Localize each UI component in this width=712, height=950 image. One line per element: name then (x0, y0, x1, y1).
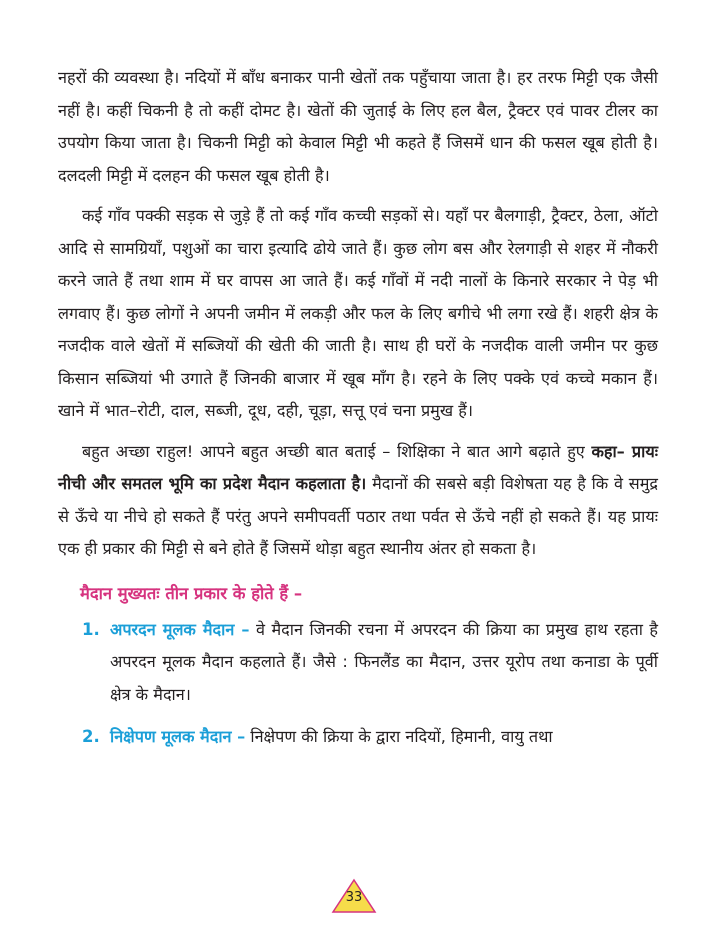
paragraph-1: नहरों की व्यवस्था है। नदियों में बाँध बनाकर पानी खेतों तक पहुँचाया जाता है। हर तरफ मिट्टी एक जैसी नहीं है। कहीं चिकनी है तो कहीं दोमट है। खेतों की जुताई के लिए हल बैल, ट्रैक्टर एवं पावर टीलर का उपयोग किया जाता है। चिकनी मिट्टी को केवाल मिट्टी भी कहते हैं जिसमें धान की फसल खूब होती है। दलदली मिट्टी में दलहन की फसल खूब होती है। (58, 68, 658, 185)
list-item (58, 614, 658, 712)
paragraph-3 (58, 436, 658, 566)
section-heading: मैदान मुख्यतः तीन प्रकार के होते हैं – (80, 583, 303, 603)
list-item-number: 2. (82, 727, 100, 746)
list-item-term: अपरदन मूलक मैदान – (110, 619, 250, 639)
page-content (58, 62, 658, 754)
paragraph-3-end: मैदानों की सबसे बड़ी विशेषता यह है कि वे समुद्र से ऊँचे या नीचे हो सकते हैं परंतु अपने समीपवर्ती पठार तथा पर्वत से ऊँचे नहीं हो सकते हैं। यह प्रायः एक ही प्रकार की मिट्टी से बने होते हैं जिसमें थोड़ा बहुत स्थानीय अंतर हो सकता है। (58, 474, 658, 558)
list-item (58, 721, 658, 754)
list-item-text: वे मैदान जिनकी रचना में अपरदन की क्रिया का प्रमुख हाथ रहता है अपरदन मूलक मैदान कहलाते हैं। जैसे : फिनलैंड का मैदान, उत्तर यूरोप तथा कनाडा के पूर्वी क्षेत्र के मैदान। (110, 619, 659, 704)
page-number: 33 (345, 890, 363, 905)
plain-definition: कहा– प्रायः नीची और समतल भूमि का प्रदेश मैदान कहलाता है। (58, 441, 658, 493)
paragraph-3-start: बहुत अच्छा राहुल! आपने बहुत अच्छी बात बताई – शिक्षिका ने बात आगे बढ़ाते हुए (82, 441, 592, 461)
list-item-number: 1. (82, 619, 100, 639)
list-item-term: निक्षेपण मूलक मैदान – (110, 727, 246, 746)
list-item-text: निक्षेपण की क्रिया के द्वारा नदियों, हिमानी, वायु तथा (245, 727, 553, 746)
paragraph-2: कई गाँव पक्की सड़क से जुड़े हैं तो कई गाँव कच्ची सड़कों से। यहाँ पर बैलगाड़ी, ट्रैक्टर, ठेला, ऑटो आदि से सामग्रियाँ, पशुओं का चारा इत्यादि ढोये जाते हैं। कुछ लोग बस और रेलगाड़ी से शहर में नौकरी करने जाते हैं तथा शाम में घर वापस आ जाते हैं। कई गाँवों में नदी नालों के किनारे सरकार ने पेड़ भी लगवाए हैं। कुछ लोगों ने अपनी जमीन में लकड़ी और फल के लिए बगीचे भी लगा रखे हैं। शहरी क्षेत्र के नजदीक वाले खेतों में सब्जियों की खेती की जाती है। साथ ही घरों के नजदीक वाली जमीन पर कुछ किसान सब्जियां भी उगाते हैं जिनकी बाजार में खूब माँग है। रहने के लिए पक्के एवं कच्चे मकान हैं। खाने में भात–रोटी, दाल, सब्जी, दूध, दही, चूड़ा, सत्तू एवं चना प्रमुख हैं। (58, 206, 658, 420)
page-number-badge (330, 876, 378, 916)
